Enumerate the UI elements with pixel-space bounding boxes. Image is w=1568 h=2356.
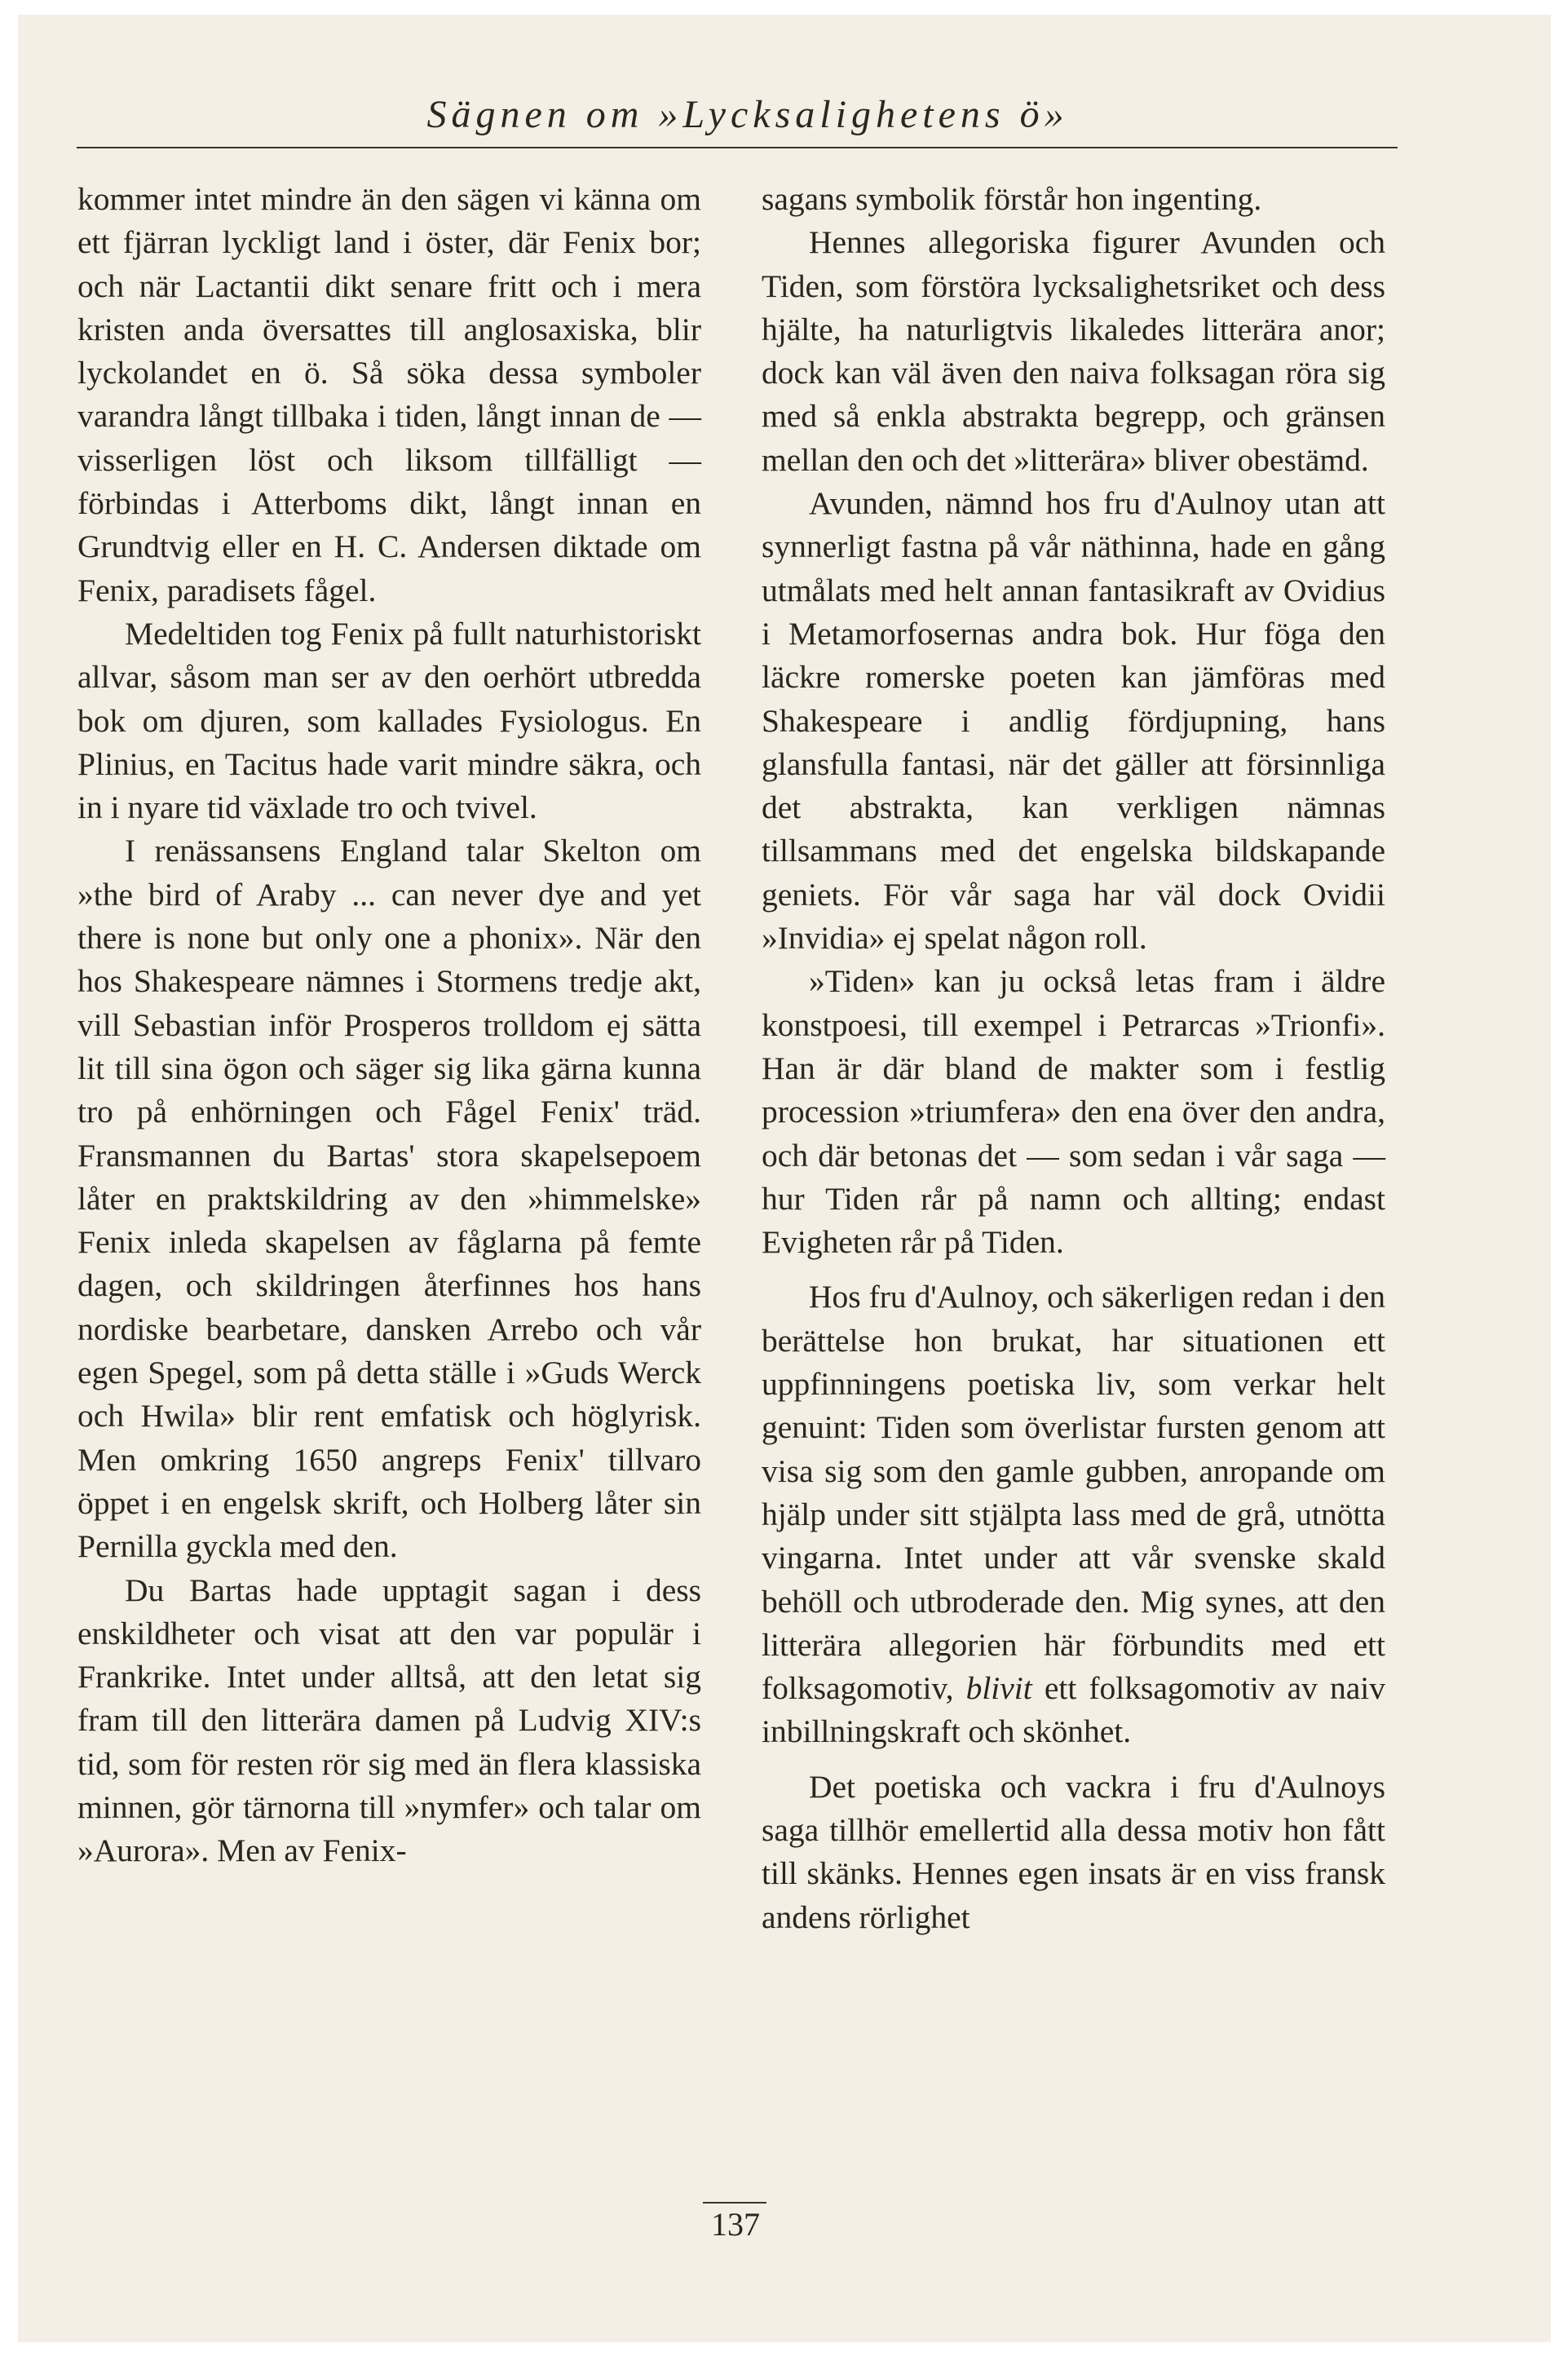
- paragraph: kommer intet mindre än den sägen vi känna om ett fjärran lyckligt land i öster, där Fenix bor; och när Lactantii dikt senare fritt och i mera kristen anda översattes till anglosaxiska, blir lyckolandet en ö. Så söka dessa symboler varandra långt tillbaka i tiden, långt innan de — visserligen löst och liksom tillfälligt — förbindas i Atterboms dikt, långt innan en Grundtvig eller en H. C. Andersen diktade om Fenix, paradisets fågel.: [77, 181, 701, 608]
- paragraph: I renässansens England talar Skelton om »the bird of Araby ... can never dye and yet there is none but only one a phonix». När den hos Shakespeare nämnes i Stormens tredje akt, vill Sebastian inför Prosperos trolldom ej sätta lit till sina ögon och säger sig lika gärna kunna tro på enhörningen och Fågel Fenix' träd. Fransmannen du Bartas' stora skapelsepoem låter en praktskildring av den »himmelske» Fenix inleda skapelsen av fåglarna på femte dagen, och skildringen återfinnes hos hans nordiske bearbetare, dansken Arrebo och vår egen Spegel, som på detta ställe i »Guds Werck och Hwila» blir rent emfatisk och höglyrisk. Men omkring 1650 angreps Fenix' tillvaro öppet i en engelsk skrift, och Holberg låter sin Pernilla gyckla med den.: [77, 833, 701, 1565]
- italic-word: blivit: [965, 1670, 1032, 1707]
- paragraph: Avunden, nämnd hos fru d'Aulnoy utan att synnerligt fastna på vår näthinna, hade en gång utmålats med helt annan fantasikraft av Ovidius i Metamorfosernas andra bok. Hur föga den läckre romerske poeten kan jämföras med Shakespeare i andlig fördjupning, hans glansfulla fantasi, när det gäller att försinnliga det abstrakta, kan verkligen nämnas tillsammans med det engelska bildskapande geniets. För vår saga har väl dock Ovidii »Invidia» ej spelat någon roll.: [762, 485, 1385, 957]
- paragraph: [762, 1275, 1385, 1753]
- paragraph: Medeltiden tog Fenix på fullt naturhistoriskt allvar, såsom man ser av den oerhört utbredda bok om djuren, som kallades Fysiologus. En Plinius, en Tacitus hade varit mindre säkra, och in i nyare tid växlade tro och tvivel.: [77, 615, 701, 826]
- page-number: 137: [711, 2206, 760, 2243]
- running-title: Sägnen om »Lycksalighetens ö»: [426, 93, 1069, 136]
- paragraph: »Tiden» kan ju också letas fram i äldre konstpoesi, till exempel i Petrarcas »Trionfi». Han är där bland de makter som i festlig procession »triumfera» den ena över den andra, och där betonas det — som sedan i vår saga — hur Tiden rår på namn och allting; endast Evigheten rår på Tiden.: [762, 963, 1385, 1261]
- page-number-rule: [703, 2202, 766, 2204]
- paragraph: Du Bartas hade upptagit sagan i dess enskildheter och visat att den var populär i Frankrike. Intet under alltså, att den letat sig fram till den litterära damen på Ludvig XIV:s tid, som för resten rör sig med än flera klassiska minnen, gör tärnorna till »nymfer» och talar om »Aurora». Men av Fenix-: [77, 1571, 701, 1869]
- paragraph: sagans symbolik förstår hon ingenting.: [762, 181, 1262, 217]
- header-rule: [77, 147, 1398, 148]
- paragraph: Hennes allegoriska figurer Avunden och Tiden, som förstöra lycksalighetsriket och dess hjälte, ha naturligtvis likaledes litterära anor; dock kan väl även den naiva folksagan röra sig med så enkla abstrakta begrepp, och gränsen mellan den och det »litterära» bliver obestämd.: [762, 224, 1385, 478]
- paragraph: Det poetiska och vackra i fru d'Aulnoys saga tillhör emellertid alla dessa motiv hon fått till skänks. Hennes egen insats är en viss fransk andens rörlighet: [762, 1768, 1385, 1935]
- book-page: [18, 15, 1551, 2342]
- paragraph-text: ett folksagomotiv av naiv inbillningskraft och skönhet.: [762, 1670, 1385, 1750]
- left-column: [77, 178, 701, 1873]
- right-column: [762, 178, 1385, 1939]
- paragraph-text: Hos fru d'Aulnoy, och säkerligen redan i den berättelse hon brukat, har situationen ett uppfinningens poetiska liv, som verkar helt genuint: Tiden som överlistar fursten genom att visa sig som den gamle gubben, anropande om hjälp under sitt stjälpta lass med de grå, utnötta vingarna. Intet under att vår svenske skald behöll och utbroderade den. Mig synes, att den litterära allegorien här förbundits med ett folksagomotiv,: [762, 1279, 1385, 1707]
